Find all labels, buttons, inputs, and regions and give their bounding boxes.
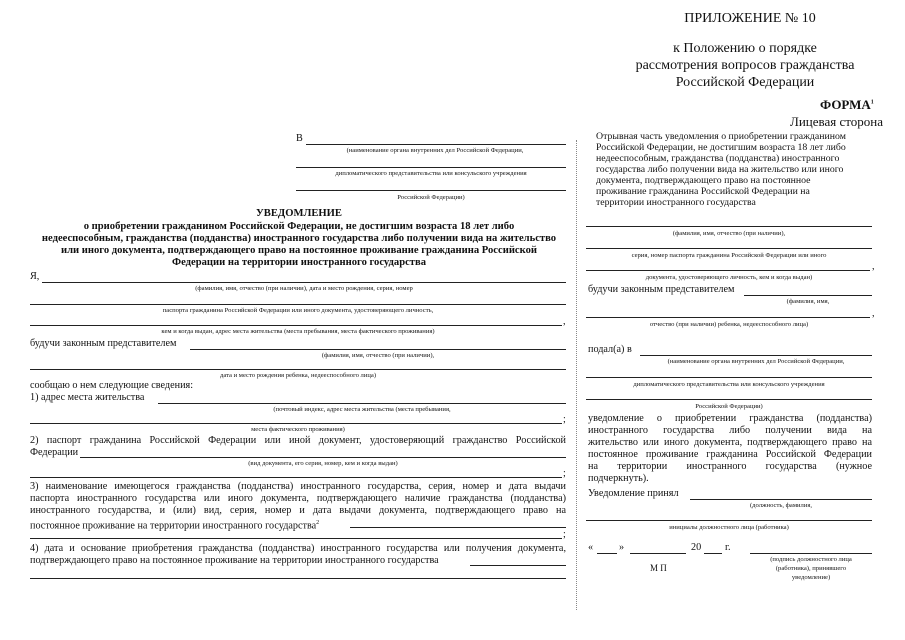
signature-line[interactable] (750, 553, 872, 554)
addressee-caption-1: (наименование органа внутренних дел Российской Федерации, (346, 147, 524, 154)
tear-fio-line[interactable] (586, 226, 872, 227)
info-intro: сообщаю о нем следующие сведения: (30, 380, 194, 391)
addressee-caption-3: Российской Федерации) (397, 194, 465, 201)
representative-line-2[interactable] (30, 369, 566, 370)
tear-filed-label: подал(а) в (588, 344, 632, 355)
tear-passport-line-1[interactable] (586, 248, 872, 249)
applicant-line-2[interactable] (30, 304, 566, 305)
item3-line-3: иностранного государства, и (или) вид, серия, номер и дата выдачи документа, подтверждающего право на (30, 505, 566, 516)
item4-field-line-2[interactable] (30, 578, 566, 579)
applicant-comma: , (563, 316, 566, 327)
tear-filed-caption-1: (наименование органа внутренних дел Российской Федерации, (667, 358, 845, 365)
side-label: Лицевая сторона (790, 114, 883, 129)
date-close-quote: » (619, 542, 625, 553)
addressee-line-1[interactable] (306, 144, 566, 145)
item1-caption-1: (почтовый индекс, адрес места жительства (места пребывания, (273, 406, 451, 413)
signature-caption-1: (подпись должностного лица (770, 556, 852, 563)
representative-caption-2: дата и место рождения ребенка, недееспособного лица) (219, 372, 377, 379)
date-year-suffix: г. (725, 542, 731, 553)
tear-heading-6: проживание гражданина Российской Федерации на (596, 186, 810, 197)
item3-field-line-1[interactable] (350, 527, 566, 528)
applicant-prefix: Я, (30, 271, 40, 282)
tear-heading-5: документа, подтверждающего право на постоянное (596, 175, 811, 186)
appendix-number: ПРИЛОЖЕНИЕ № 10 (684, 11, 816, 26)
tear-off-divider (576, 140, 577, 610)
item2-line-2: Федерации (30, 447, 79, 458)
tear-representative-line-1[interactable] (744, 295, 872, 296)
tear-fio-caption: (фамилия, имя, отчество (при наличии), (672, 230, 786, 237)
tear-accepted-label: Уведомление принял (588, 488, 679, 499)
item3-line-4: постоянное проживание на территории иностранного государства$^2$ (30, 520, 320, 532)
notice-subtitle-2: недееспособным, гражданства (подданства) иностранного государства либо получении вида на жительство (41, 233, 557, 244)
representative-caption-1: (фамилия, имя, отчество (при наличии), (321, 352, 435, 359)
applicant-line-1[interactable] (42, 282, 566, 283)
item2-semicolon: ; (563, 468, 566, 479)
tear-filed-caption-2: дипломатического представительства или консульского учреждения (633, 381, 825, 388)
item1-line-1[interactable] (158, 403, 566, 404)
tear-accepted-line-2[interactable] (586, 520, 872, 521)
tear-representative-caption-1: (фамилия, имя, (786, 298, 830, 305)
item2-field-line-1[interactable] (80, 457, 566, 458)
notice-subtitle-1: о приобретении гражданином Российской Федерации, не достигшим возраста 18 лет либо (83, 221, 515, 232)
applicant-caption-2: паспорта гражданина Российской Федерации или иного документа, удостоверяющего личность, (162, 307, 434, 314)
date-day-field[interactable] (597, 553, 617, 554)
item3-line-2: паспорта иностранного государства или иного документа, подтверждающего наличие гражданства (подданства) (30, 493, 566, 504)
regulation-ref-line2: рассмотрения вопросов гражданства (635, 58, 855, 73)
tear-representative-caption-2: отчество (при наличии) ребенка, недееспособного лица) (649, 321, 809, 328)
tear-accepted-line-1[interactable] (690, 499, 872, 500)
addressee-prefix: В (296, 133, 303, 144)
addressee-caption-2: дипломатического представительства или консульского учреждения (335, 170, 527, 177)
representative-label: будучи законным представителем (30, 338, 177, 349)
tear-filed-line-1[interactable] (640, 355, 872, 356)
item4-field-line-1[interactable] (470, 565, 566, 566)
regulation-ref-line3: Российской Федерации (675, 75, 815, 90)
item1-semicolon: ; (563, 414, 566, 425)
tear-notice-line-4: постоянное проживание гражданина Российской Федерации (588, 449, 872, 460)
tear-notice-line-6: подчеркнуть). (588, 473, 649, 484)
tear-passport-caption-1: серия, номер паспорта гражданина Российской Федерации или иного (631, 252, 827, 259)
date-year-prefix: 20 (691, 542, 702, 553)
item2-field-line-2[interactable] (30, 477, 562, 478)
item1-caption-2: места фактического проживания) (251, 426, 345, 433)
tear-accepted-caption-2: инициалы должностного лица (работника) (669, 524, 789, 531)
tear-heading-3: недееспособным, гражданства (подданства) иностранного (596, 153, 840, 164)
addressee-line-2[interactable] (296, 167, 566, 168)
item3-semicolon: ; (563, 529, 566, 540)
tear-passport-caption-2: документа, удостоверяющего личность, кем и когда выдан) (645, 274, 813, 281)
stamp-place-label: М П (650, 563, 667, 573)
tear-accepted-caption-1: (должность, фамилия, (749, 502, 813, 509)
applicant-caption-1: (фамилия, имя, отчество (при наличии), дата и место рождения, серия, номер (195, 285, 413, 292)
item4-line-2: подтверждающего право на постоянное проживание на территории иностранного государства (30, 555, 439, 566)
notice-subtitle-4: Федерации на территории иностранного государства (171, 257, 427, 268)
tear-representative-comma: , (872, 308, 875, 319)
applicant-line-3[interactable] (30, 325, 562, 326)
tear-heading-2: Российской Федерации, не достигшим возраста 18 лет либо (596, 142, 846, 153)
notice-title: УВЕДОМЛЕНИЕ (256, 208, 342, 219)
tear-passport-comma: , (872, 261, 875, 272)
date-year-field[interactable] (704, 553, 722, 554)
addressee-line-3[interactable] (296, 190, 566, 191)
item2-line-1: 2) паспорт гражданина Российской Федерации или иной документ, удостоверяющий гражданство Российской (30, 435, 566, 446)
tear-notice-line-5: на территории иностранного государства (нужное (588, 461, 872, 472)
signature-caption-3: уведомление) (791, 574, 831, 581)
tear-heading-4: государства либо получении вида на жительство или иного (596, 164, 844, 175)
item3-field-line-2[interactable] (30, 538, 562, 539)
tear-heading-7: территории иностранного государства (596, 197, 756, 208)
representative-line-1[interactable] (190, 349, 566, 350)
item1-line-2[interactable] (30, 423, 562, 424)
tear-filed-line-3[interactable] (586, 399, 872, 400)
item3-line-1: 3) наименование имеющегося гражданства (подданства) иностранного государства, серия, номер и дата выдачи (30, 481, 566, 492)
tear-filed-caption-3: Российской Федерации) (695, 403, 763, 410)
item4-line-1: 4) дата и основание приобретения гражданства (подданства) иностранного государства или получения документа, (30, 543, 566, 554)
tear-notice-line-2: иностранного государства либо получении вида на (588, 425, 872, 436)
tear-passport-line-2[interactable] (586, 270, 870, 271)
item2-caption: (вид документа, его серия, номер, кем и когда выдан) (248, 460, 398, 467)
applicant-caption-3: кем и когда выдан, адрес места жительства (места пребывания, места фактического проживания) (161, 328, 435, 335)
item1-label: 1) адрес места жительства (30, 392, 145, 403)
notice-subtitle-3: или иного документа, подтверждающего право на постоянное проживание гражданина Российской (60, 245, 537, 256)
form-label: ФОРМА$^1$ (820, 97, 874, 112)
date-month-field[interactable] (630, 553, 686, 554)
signature-caption-2: (работника), принявшего (775, 565, 847, 572)
tear-notice-line-3: жительство или иного документа, подтверждающего право на (588, 437, 872, 448)
tear-notice-line-1: уведомление о приобретении гражданства (подданства) (588, 413, 872, 424)
tear-representative-line-2[interactable] (586, 317, 870, 318)
date-open-quote: « (588, 542, 594, 553)
tear-heading-1: Отрывная часть уведомления о приобретении гражданином (596, 131, 846, 142)
tear-filed-line-2[interactable] (586, 377, 872, 378)
regulation-ref-line1: к Положению о порядке (673, 41, 817, 56)
tear-representative-label: будучи законным представителем (588, 284, 735, 295)
